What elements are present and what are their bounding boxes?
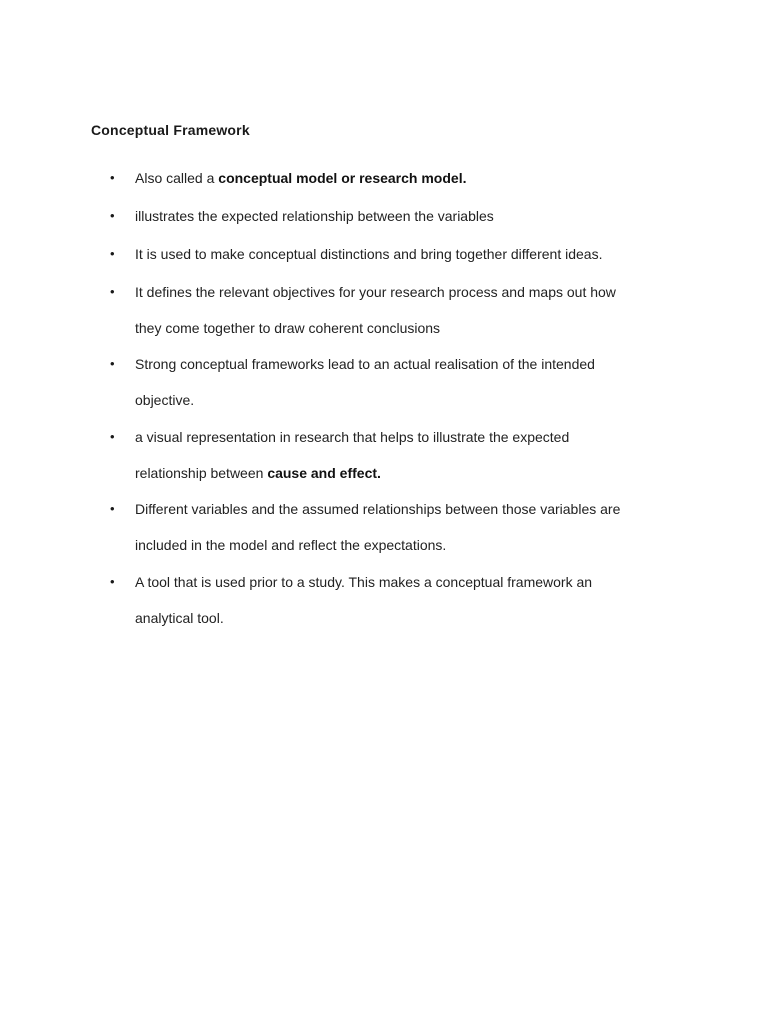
bullet-text: It is used to make conceptual distinctions and bring together different ideas.: [135, 246, 603, 262]
bullet-line-2: [135, 455, 381, 491]
bullet-icon: •: [110, 356, 115, 371]
bullet-line-1: It defines the relevant objectives for your research process and maps out how: [135, 284, 616, 300]
bullet-icon: •: [110, 501, 115, 516]
bullet-text-plain: Also called a: [135, 170, 219, 186]
bullet-icon: •: [110, 208, 115, 223]
bullet-icon: •: [110, 574, 115, 589]
bullet-icon: •: [110, 284, 115, 299]
bullet-line-1: Strong conceptual frameworks lead to an actual realisation of the intended: [135, 356, 595, 372]
bullet-line-1: a visual representation in research that helps to illustrate the expected: [135, 429, 570, 445]
bullet-text: [135, 160, 675, 196]
bullet-line-1: Different variables and the assumed relationships between those variables are: [135, 501, 621, 517]
bullet-line-1: A tool that is used prior to a study. This makes a conceptual framework an: [135, 574, 593, 590]
bullet-text-plain: relationship between: [135, 465, 268, 481]
document-title: Conceptual Framework: [91, 122, 250, 138]
bullet-icon: •: [110, 246, 115, 261]
bullet-text-bold: cause and effect.: [267, 465, 381, 481]
bullet-line-2: analytical tool.: [135, 610, 224, 626]
bullet-icon: •: [110, 429, 115, 444]
bullet-line-2: objective.: [135, 392, 195, 408]
bullet-text: illustrates the expected relationship between the variables: [135, 208, 494, 224]
bullet-icon: •: [110, 170, 115, 185]
bullet-text-bold: conceptual model or research model.: [218, 170, 467, 186]
bullet-line-2: included in the model and reflect the expectations.: [135, 537, 447, 553]
bullet-line-2: they come together to draw coherent conclusions: [135, 320, 441, 336]
